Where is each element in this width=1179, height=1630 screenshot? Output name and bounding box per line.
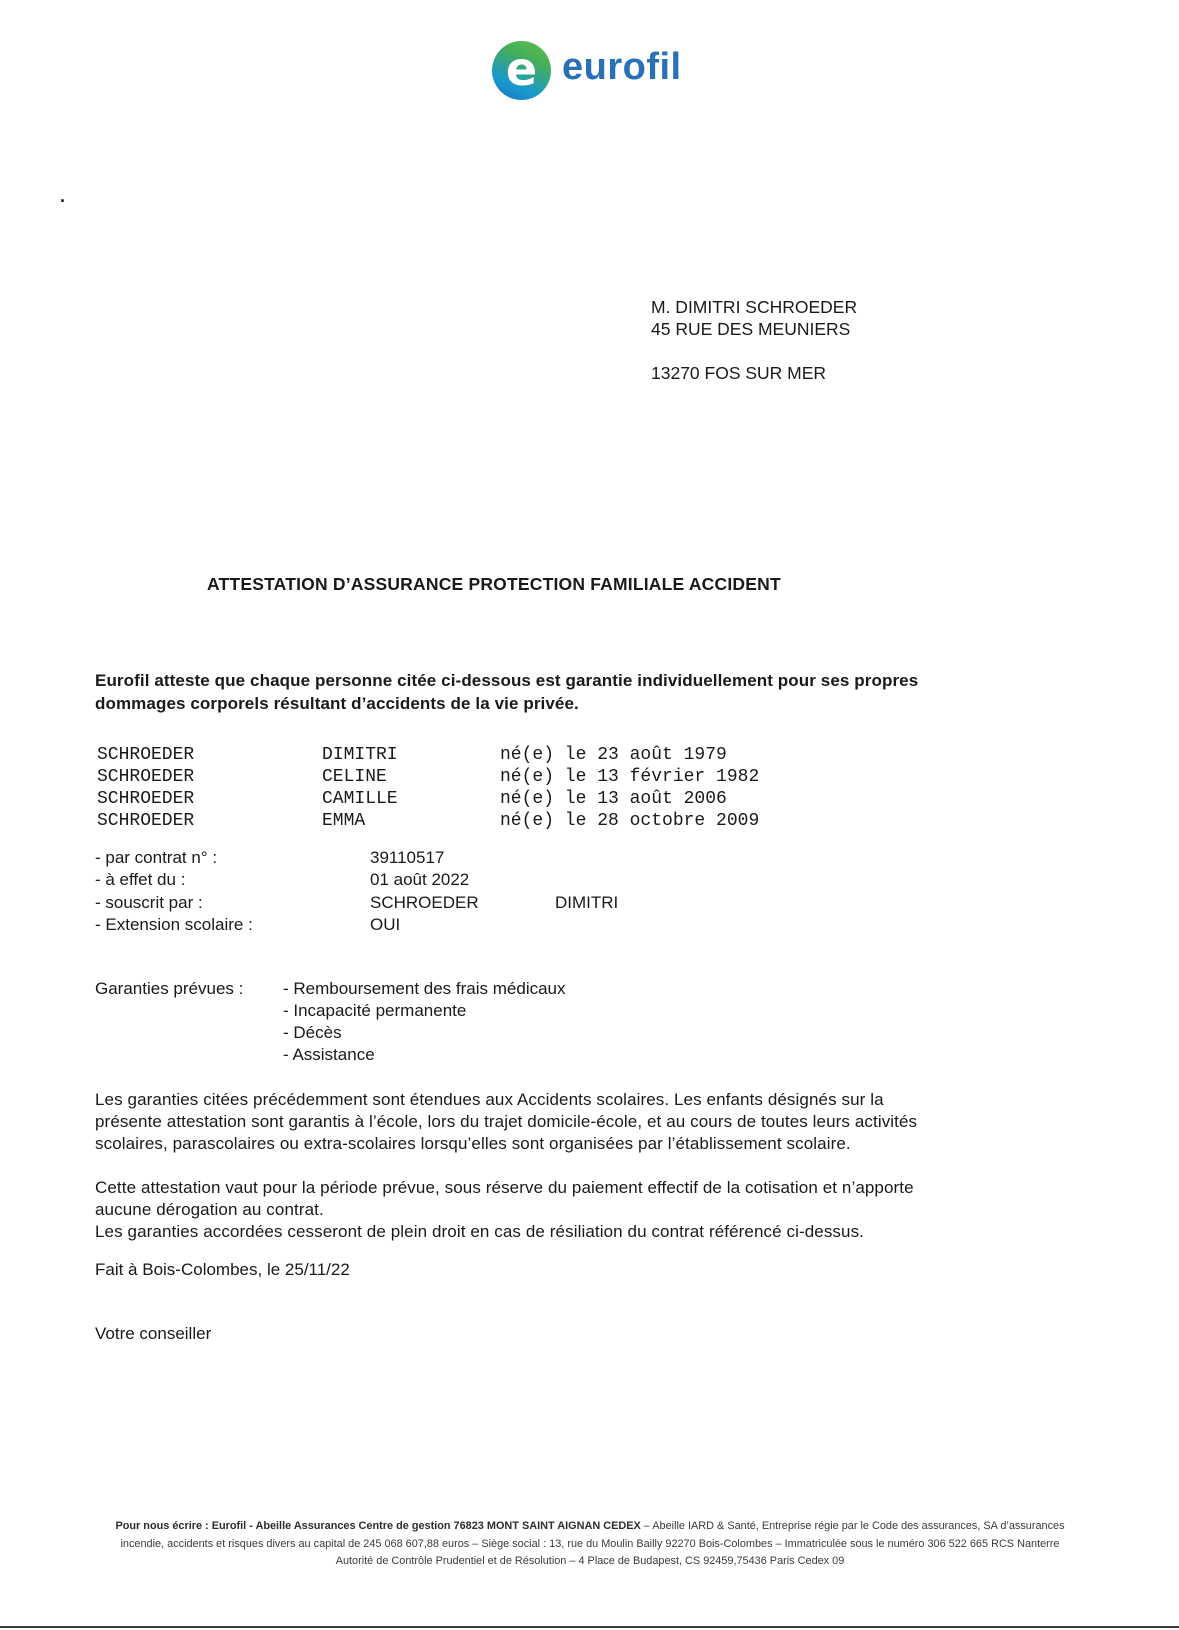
paragraph-line: Les garanties citées précédemment sont étendues aux Accidents scolaires. Les enfants désignés sur la [95,1090,884,1109]
advisor-line: Votre conseiller [95,1324,212,1343]
insured-persons-table [97,744,759,832]
contract-row-subscriber [95,892,618,914]
guarantee-item: - Incapacité permanente [283,1001,467,1020]
paragraph-line: aucune dérogation au contrat. [95,1200,324,1219]
insured-birth-date: né(e) le 13 février 1982 [500,767,760,787]
eurofil-logo [492,41,682,100]
recipient-city: 13270 FOS SUR MER [651,363,827,383]
intro-line: Eurofil atteste que chaque personne citée ci-dessous est garantie individuellement pour ses propres [95,671,919,690]
recipient-name: M. DIMITRI SCHROEDER [651,297,858,317]
document-title: ATTESTATION D’ASSURANCE PROTECTION FAMILIALE ACCIDENT [207,574,781,594]
insured-first-name: DIMITRI [322,745,398,765]
guarantee-item: - Décès [283,1023,342,1042]
paragraph-line: Les garanties accordées cesseront de plein droit en cas de résiliation du contrat référencé ci-dessus. [95,1222,865,1241]
stray-mark: . [60,186,66,206]
insured-first-name: EMMA [322,811,366,831]
contract-value: 39110517 [370,848,445,867]
insured-first-name: CELINE [322,767,387,787]
contract-label: - souscrit par : [95,892,203,912]
logo-letter: e [505,41,538,96]
legal-footer [59,1518,1121,1571]
guarantee-item: - Remboursement des frais médicaux [283,979,566,998]
contract-label: - Extension scolaire : [95,915,253,935]
table-row [97,766,759,788]
footer-line-1 [59,1518,1121,1536]
paragraph-line: Cette attestation vaut pour la période prévue, sous réserve du paiement effectif de la cotisation et n’apporte [95,1178,914,1197]
insured-birth-date: né(e) le 23 août 1979 [500,745,727,765]
insured-last-name: SCHROEDER [97,745,195,765]
recipient-address [651,296,857,384]
contract-value: SCHROEDER [370,892,479,912]
contract-row-number [95,847,618,869]
contract-value: OUI [370,915,401,935]
guarantees-list [283,978,566,1066]
address-spacer [651,340,857,362]
guarantees-section [95,978,566,1066]
guarantees-label: Garanties prévues : [95,979,244,998]
insured-birth-date: né(e) le 13 août 2006 [500,789,727,809]
contract-label: - à effet du : [95,870,186,890]
insured-last-name: SCHROEDER [97,811,195,831]
table-row [97,788,759,810]
footer-line-1-rest: – Abeille IARD & Santé, Entreprise régie par le Code des assurances, SA d’assurances [640,1520,1065,1532]
paragraph-line: scolaires, parascolaires ou extra-scolaires lorsqu’elles sont organisées par l’établissement scolaire. [95,1134,851,1153]
insured-last-name: SCHROEDER [97,767,195,787]
eurofil-logo-text: eurofil [562,46,682,88]
contract-label: - par contrat n° : [95,848,218,867]
footer-line-3: Autorité de Contrôle Prudentiel et de Résolution – 4 Place de Budapest, CS 92459,75436 Paris Cedex 09 [335,1555,845,1568]
place-and-date: Fait à Bois-Colombes, le 25/11/22 [95,1260,350,1279]
recipient-street: 45 RUE DES MEUNIERS [651,319,851,339]
contract-row-school-extension [95,914,618,936]
eurofil-logo-icon [492,41,551,100]
paragraph-line: présente attestation sont garantis à l’école, lors du trajet domicile-école, et au cours de toutes leurs activités [95,1112,918,1131]
contract-details [95,847,618,937]
footer-line-1-bold: Pour nous écrire : Eurofil - Abeille Assurances Centre de gestion 76823 MONT SAINT AIGNAN CEDEX [115,1520,641,1532]
intro-paragraph [95,670,918,715]
contract-value: 01 août 2022 [370,870,470,890]
contract-value-2: DIMITRI [555,892,619,912]
guarantee-item: - Assistance [283,1045,375,1064]
school-accidents-paragraph [95,1089,917,1155]
intro-line: dommages corporels résultant d’accidents de la vie privée. [95,693,579,713]
validity-paragraph [95,1177,914,1243]
page-bottom-edge [0,1626,1179,1628]
insured-birth-date: né(e) le 28 octobre 2009 [500,811,760,831]
insured-last-name: SCHROEDER [97,789,195,809]
contract-row-effective-date [95,869,618,891]
footer-line-2: incendie, accidents et risques divers au capital de 245 068 607,88 euros – Siège social : 13, rue du Moulin Bailly 92270 Bois-Colombes – Immatriculée sous le numéro 306 522 665 RCS Nanterre [120,1537,1060,1550]
table-row [97,744,759,766]
insured-first-name: CAMILLE [322,789,398,809]
table-row [97,810,759,832]
